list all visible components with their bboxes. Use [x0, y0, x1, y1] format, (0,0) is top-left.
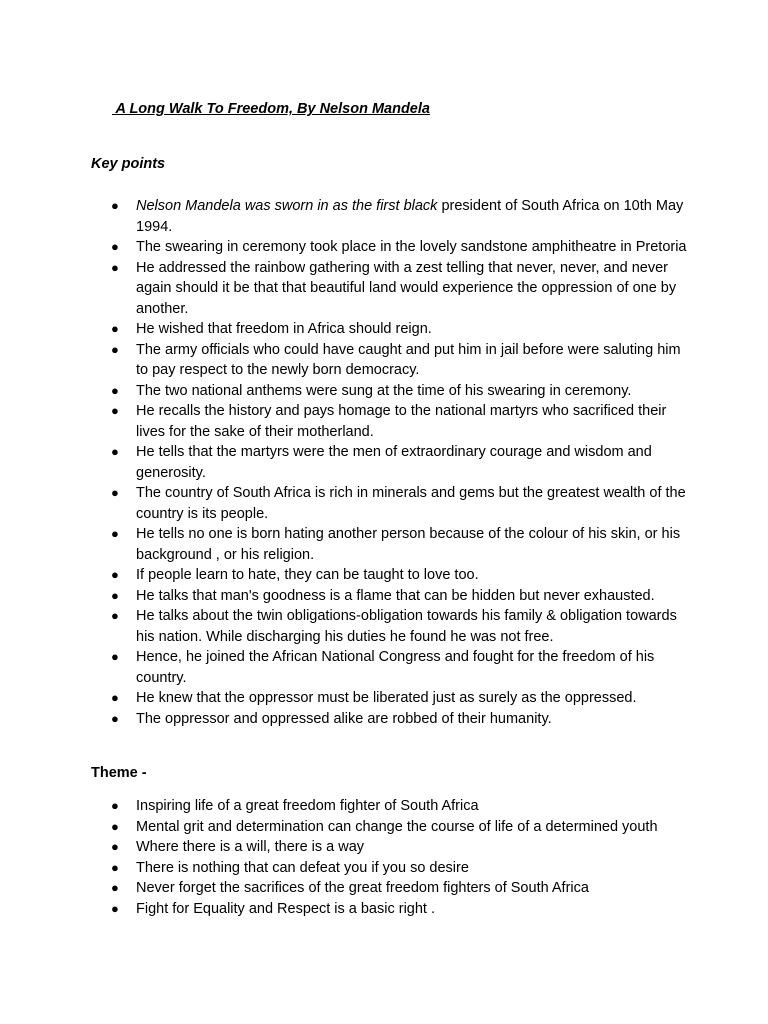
bullet-icon: ● — [111, 859, 119, 875]
key-point-item — [0, 524, 696, 565]
bullet-icon: ● — [111, 567, 119, 582]
bullet-icon: ● — [111, 587, 119, 603]
key-point-text: The oppressor and oppressed alike are robbed of their humanity. — [136, 710, 552, 727]
key-point-text: He talks that man's goodness is a flame that can be hidden but never exhausted. — [136, 587, 655, 604]
bullet-icon: ● — [111, 444, 119, 459]
key-point-text: Hence, he joined the African National Congress and fought for the freedom of his country. — [136, 649, 655, 686]
key-point-text: He knew that the oppressor must be liberated just as surely as the oppressed. — [136, 690, 637, 706]
key-points-list — [0, 196, 768, 729]
bullet-icon: ● — [111, 880, 119, 895]
bullet-icon: ● — [111, 900, 119, 916]
key-point-item — [0, 340, 696, 381]
key-point-text: The country of South Africa is rich in minerals and gems but the greatest wealth of the country is its people. — [136, 485, 686, 522]
key-point-text: He wished that freedom in Africa should reign. — [136, 321, 432, 337]
theme-item — [0, 878, 696, 899]
theme-item — [0, 899, 696, 920]
key-point-text: The two national anthems were sung at the time of his swearing in ceremony. — [136, 382, 632, 399]
bullet-icon: ● — [111, 382, 119, 398]
theme-text: Mental grit and determination can change the course of life of a determined youth — [136, 818, 658, 835]
theme-item — [0, 817, 696, 838]
bullet-icon: ● — [111, 321, 119, 336]
bullet-icon: ● — [111, 485, 119, 500]
key-point-item — [0, 196, 696, 237]
key-point-item — [0, 442, 696, 483]
bullet-icon: ● — [111, 526, 119, 541]
key-point-item — [0, 586, 696, 607]
bullet-icon: ● — [111, 690, 119, 705]
bullet-icon: ● — [111, 608, 119, 623]
bullet-icon: ● — [111, 839, 119, 854]
theme-item — [0, 837, 696, 858]
theme-text: There is nothing that can defeat you if you so desire — [136, 859, 469, 876]
bullet-icon: ● — [111, 341, 119, 357]
key-point-item — [0, 565, 696, 586]
key-point-text: The swearing in ceremony took place in the lovely sandstone amphitheatre in Pretoria — [136, 239, 687, 255]
key-point-text: president of South Africa on 10th May 1994. — [136, 198, 684, 235]
key-point-item — [0, 237, 696, 258]
key-point-italic-text: Nelson Mandela was sworn in as the first black — [136, 198, 438, 214]
theme-text: Where there is a will, there is a way — [136, 839, 365, 855]
bullet-icon: ● — [111, 710, 119, 726]
bullet-icon: ● — [111, 798, 119, 813]
key-point-item — [0, 381, 696, 402]
key-point-text: He talks about the twin obligations-obligation towards his family & obligation towards his nation. While discharging his duties he found he was not free. — [136, 608, 677, 645]
theme-text: Inspiring life of a great freedom fighter of South Africa — [136, 798, 479, 814]
theme-text: Fight for Equality and Respect is a basic right . — [136, 900, 436, 917]
bullet-icon: ● — [111, 403, 119, 418]
bullet-icon: ● — [111, 198, 119, 213]
key-point-text: If people learn to hate, they can be taught to love too. — [136, 567, 479, 583]
key-point-item — [0, 483, 696, 524]
bullet-icon: ● — [111, 259, 119, 275]
theme-item — [0, 796, 696, 817]
key-point-item — [0, 688, 696, 709]
key-point-item — [0, 647, 696, 688]
key-point-item — [0, 319, 696, 340]
theme-item — [0, 858, 696, 879]
key-points-heading: Key points — [91, 156, 166, 172]
document-title: A Long Walk To Freedom, By Nelson Mandela — [112, 101, 430, 117]
key-point-text: He addressed the rainbow gathering with a zest telling that never, never, and never again should it be that that beautiful land would experience the oppression of one by another. — [136, 259, 677, 317]
theme-heading: Theme - — [91, 765, 147, 781]
bullet-icon: ● — [111, 239, 119, 254]
key-point-text: He tells no one is born hating another person because of the colour of his skin, or his background , or his religion. — [136, 526, 681, 563]
key-point-item — [0, 258, 696, 320]
theme-list — [0, 796, 768, 919]
key-point-text: He tells that the martyrs were the men of extraordinary courage and wisdom and generosity. — [136, 444, 652, 481]
key-point-text: He recalls the history and pays homage to the national martyrs who sacrificed their lives for the sake of their motherland. — [136, 403, 667, 440]
key-point-item — [0, 401, 696, 442]
theme-text: Never forget the sacrifices of the great freedom fighters of South Africa — [136, 880, 589, 896]
bullet-icon: ● — [111, 818, 119, 834]
key-point-item — [0, 606, 696, 647]
key-point-text: The army officials who could have caught and put him in jail before were saluting him to pay respect to the newly born democracy. — [136, 341, 681, 378]
key-point-item — [0, 709, 696, 730]
bullet-icon: ● — [111, 649, 119, 664]
